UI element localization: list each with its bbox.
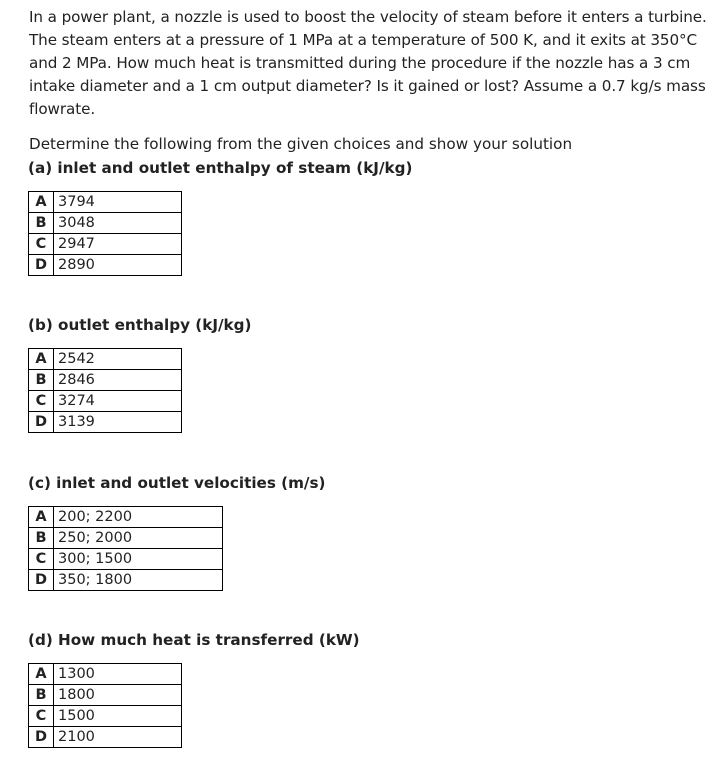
choice-letter: A bbox=[29, 507, 54, 528]
choice-row bbox=[29, 727, 182, 748]
choice-row bbox=[29, 549, 223, 570]
choice-value: 350; 1800 bbox=[54, 570, 223, 591]
choice-letter: A bbox=[29, 349, 54, 370]
choice-row bbox=[29, 528, 223, 549]
choice-value: 3274 bbox=[54, 391, 182, 412]
choice-row bbox=[29, 412, 182, 433]
choice-row bbox=[29, 507, 223, 528]
choice-row bbox=[29, 685, 182, 706]
choice-value: 2846 bbox=[54, 370, 182, 391]
choice-value: 2890 bbox=[54, 255, 182, 276]
choice-letter: B bbox=[29, 370, 54, 391]
choice-row bbox=[29, 370, 182, 391]
choice-value: 3794 bbox=[54, 192, 182, 213]
question-a-choices bbox=[28, 191, 182, 276]
question-a-label: (a) inlet and outlet enthalpy of steam (kJ/kg) bbox=[28, 159, 413, 177]
choice-value: 2100 bbox=[54, 727, 182, 748]
question-b-label: (b) outlet enthalpy (kJ/kg) bbox=[28, 316, 252, 334]
choice-letter: C bbox=[29, 706, 54, 727]
choice-row bbox=[29, 213, 182, 234]
question-c-choices bbox=[28, 506, 223, 591]
choice-letter: D bbox=[29, 412, 54, 433]
choice-row bbox=[29, 391, 182, 412]
choice-letter: B bbox=[29, 685, 54, 706]
instruction-text: Determine the following from the given choices and show your solution bbox=[29, 135, 573, 153]
choice-row bbox=[29, 192, 182, 213]
choice-row bbox=[29, 234, 182, 255]
question-c-label: (c) inlet and outlet velocities (m/s) bbox=[28, 474, 326, 492]
choice-row bbox=[29, 664, 182, 685]
choice-letter: B bbox=[29, 528, 54, 549]
choice-row bbox=[29, 255, 182, 276]
choice-letter: D bbox=[29, 570, 54, 591]
choice-value: 250; 2000 bbox=[54, 528, 223, 549]
choice-row bbox=[29, 570, 223, 591]
choice-value: 3139 bbox=[54, 412, 182, 433]
problem-statement: In a power plant, a nozzle is used to boost the velocity of steam before it enters a turbine. The steam enters at a pressure of 1 MPa at a temperature of 500 K, and it exits at 350°C and 2 MPa. How much heat is transmitted during the procedure if the nozzle has a 3 cm intake diameter and a 1 cm output diameter? Is it gained or lost? Assume a 0.7 kg/s mass flowrate. bbox=[29, 8, 707, 118]
choice-value: 2947 bbox=[54, 234, 182, 255]
choice-letter: D bbox=[29, 727, 54, 748]
choice-value: 300; 1500 bbox=[54, 549, 223, 570]
choice-letter: A bbox=[29, 664, 54, 685]
question-b-choices bbox=[28, 348, 182, 433]
choice-letter: C bbox=[29, 391, 54, 412]
question-d-label: (d) How much heat is transferred (kW) bbox=[28, 631, 360, 649]
choice-letter: D bbox=[29, 255, 54, 276]
choice-row bbox=[29, 349, 182, 370]
choice-value: 1300 bbox=[54, 664, 182, 685]
choice-row bbox=[29, 706, 182, 727]
choice-letter: B bbox=[29, 213, 54, 234]
choice-letter: C bbox=[29, 234, 54, 255]
question-d-choices bbox=[28, 663, 182, 748]
choice-value: 3048 bbox=[54, 213, 182, 234]
choice-value: 200; 2200 bbox=[54, 507, 223, 528]
choice-value: 2542 bbox=[54, 349, 182, 370]
choice-value: 1500 bbox=[54, 706, 182, 727]
choice-letter: A bbox=[29, 192, 54, 213]
choice-letter: C bbox=[29, 549, 54, 570]
choice-value: 1800 bbox=[54, 685, 182, 706]
